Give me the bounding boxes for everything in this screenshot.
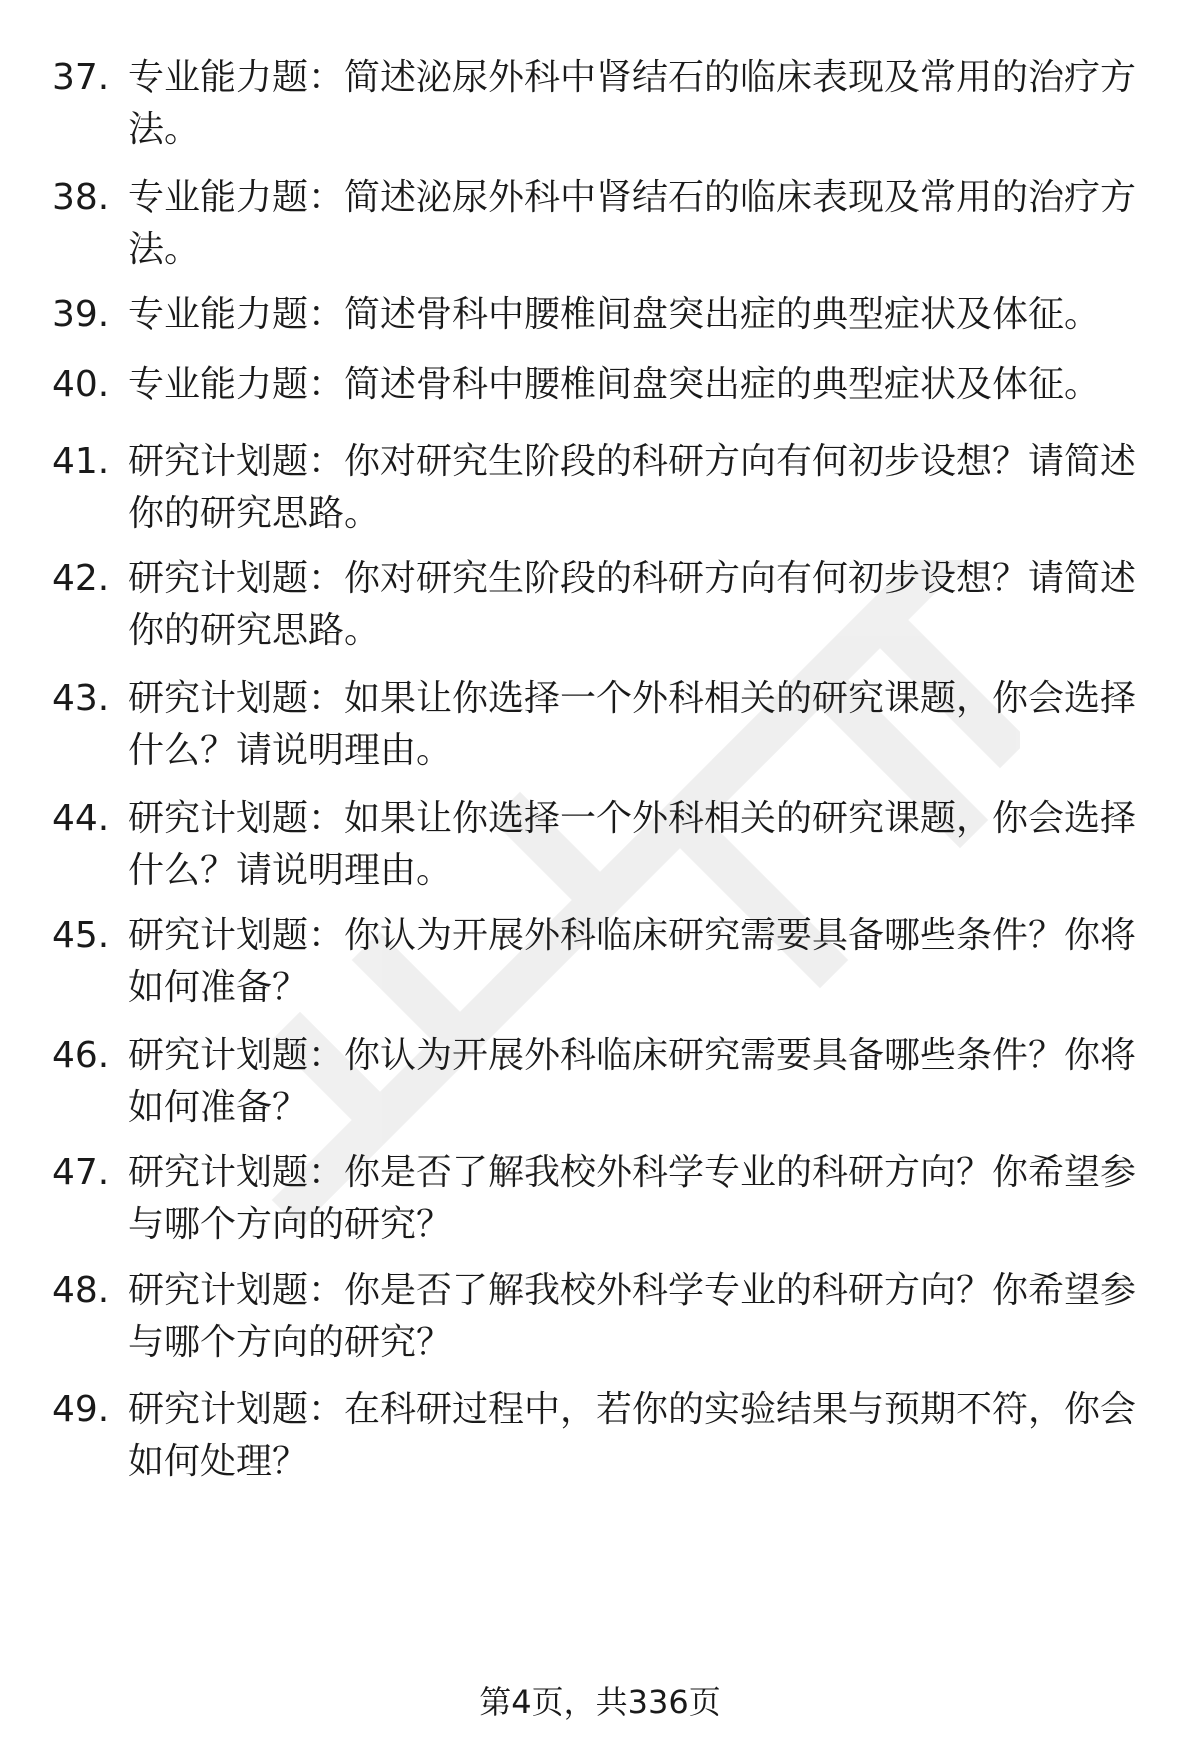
question-text: 研究计划题：你对研究生阶段的科研方向有何初步设想？请简述你的研究思路。 <box>128 441 1137 534</box>
question-item <box>52 52 1152 156</box>
question-number: 39. <box>52 294 110 335</box>
question-item <box>52 553 1152 657</box>
question-item <box>52 359 1152 411</box>
question-number: 47. <box>52 1152 110 1193</box>
question-number: 45. <box>52 915 110 956</box>
question-text: 研究计划题：你是否了解我校外科学专业的科研方向？你希望参与哪个方向的研究？ <box>128 1152 1137 1245</box>
question-text: 研究计划题：如果让你选择一个外科相关的研究课题，你会选择什么？请说明理由。 <box>128 798 1137 891</box>
question-text: 研究计划题：在科研过程中，若你的实验结果与预期不符，你会如何处理？ <box>128 1389 1137 1482</box>
question-text: 专业能力题：简述骨科中腰椎间盘突出症的典型症状及体征。 <box>128 364 1101 405</box>
question-text: 专业能力题：简述骨科中腰椎间盘突出症的典型症状及体征。 <box>128 294 1101 335</box>
question-text: 研究计划题：你是否了解我校外科学专业的科研方向？你希望参与哪个方向的研究？ <box>128 1270 1137 1363</box>
question-text: 专业能力题：简述泌尿外科中肾结石的临床表现及常用的治疗方法。 <box>128 177 1137 270</box>
question-item <box>52 172 1152 276</box>
question-item <box>52 793 1152 897</box>
question-number: 41. <box>52 441 110 482</box>
question-text: 研究计划题：如果让你选择一个外科相关的研究课题，你会选择什么？请说明理由。 <box>128 678 1137 771</box>
question-text: 专业能力题：简述泌尿外科中肾结石的临床表现及常用的治疗方法。 <box>128 57 1137 150</box>
question-number: 48. <box>52 1270 110 1311</box>
question-text: 研究计划题：你认为开展外科临床研究需要具备哪些条件？你将如何准备？ <box>128 1035 1137 1128</box>
question-item <box>52 1147 1152 1251</box>
question-item <box>52 673 1152 777</box>
question-number: 43. <box>52 678 110 719</box>
question-item <box>52 436 1152 540</box>
question-text: 研究计划题：你认为开展外科临床研究需要具备哪些条件？你将如何准备？ <box>128 915 1137 1008</box>
question-number: 40. <box>52 364 110 405</box>
question-text: 研究计划题：你对研究生阶段的科研方向有何初步设想？请简述你的研究思路。 <box>128 558 1137 651</box>
question-item <box>52 289 1152 341</box>
question-item <box>52 1030 1152 1134</box>
question-number: 37. <box>52 57 110 98</box>
page-footer: 第4页，共336页 <box>479 1683 721 1721</box>
question-number: 49. <box>52 1389 110 1430</box>
question-item <box>52 1384 1152 1488</box>
question-number: 42. <box>52 558 110 599</box>
question-item <box>52 1265 1152 1369</box>
question-number: 46. <box>52 1035 110 1076</box>
question-number: 44. <box>52 798 110 839</box>
question-item <box>52 910 1152 1014</box>
question-number: 38. <box>52 177 110 218</box>
